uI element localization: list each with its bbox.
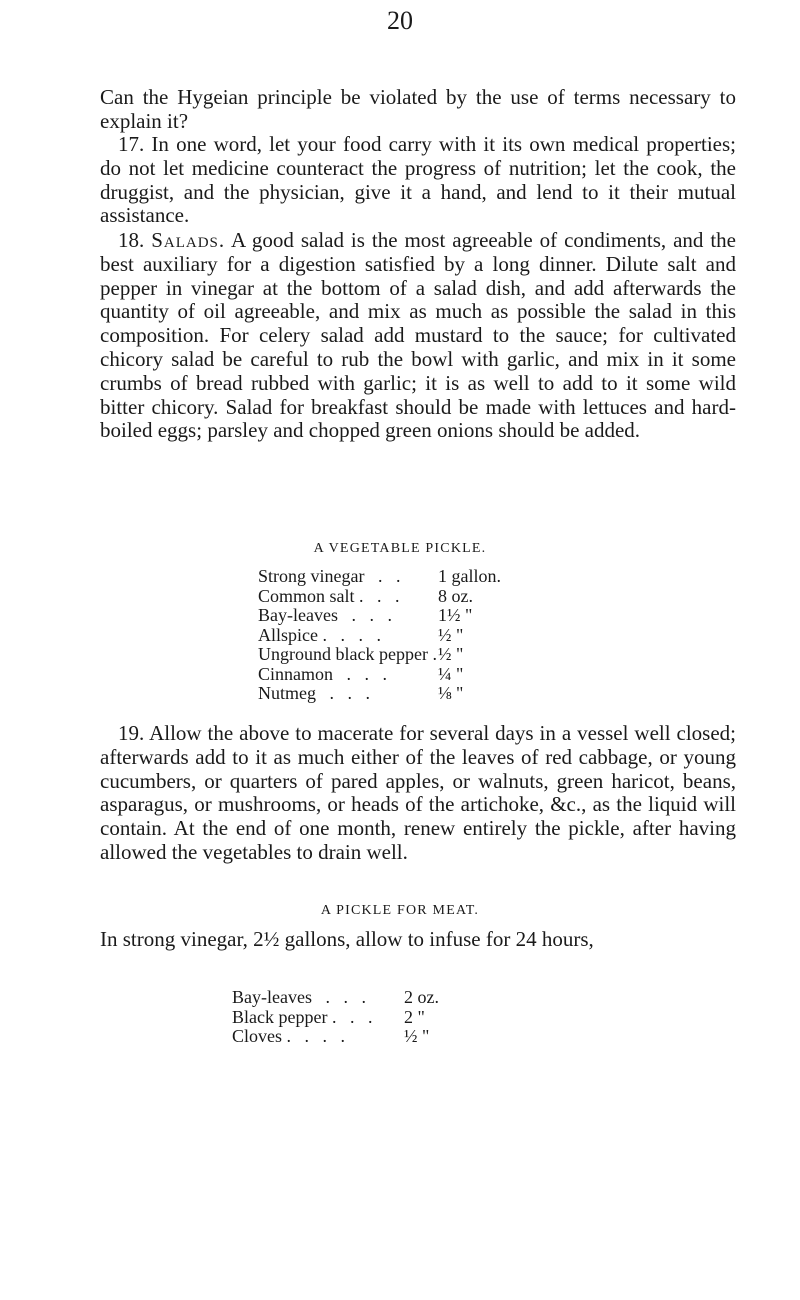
ingredient-row	[232, 1027, 439, 1047]
paragraph-18-text: A good salad is the most agreeable of condiments, and the best auxiliary for a digestion satisfied by a long dinner. Dilute salt and pepper in vinegar at the bottom of a salad dish, and add afterwards the quantity of oil agreeable, and mix as much as possible the salad in this composition. For celery salad add mustard to the sauce; for cultivated chicory salad be careful to rub the bowl with garlic, and mix in it some crumbs of bread rubbed with garlic; it is as well to add to it some wild bitter chicory. Salad for breakfast should be made with lettuces and hard-boiled eggs; parsley and chopped green onions should be added.	[100, 228, 737, 443]
paragraph-19-text: Allow the above to macerate for several days in a vessel well closed; afterwards add to it as much either of the leaves of red cabbage, or young cucumbers, or quarters of pared apples, or walnuts, green haricot, beans, asparagus, or mushrooms, or heads of the artichoke, &c., as the liquid will contain. At the end of one month, renew entirely the pickle, after having allowed the vegetables to drain well.	[100, 721, 736, 864]
ingredient-row	[258, 665, 501, 685]
ingredient-quantity: 2 "	[404, 1006, 425, 1027]
ingredient-row	[232, 988, 439, 1008]
ingredient-name: Bay-leaves . . .	[258, 605, 392, 625]
ingredient-row	[258, 606, 501, 626]
ingredient-row	[258, 626, 501, 646]
ingredient-quantity: 1½ "	[438, 605, 473, 625]
ingredient-quantity: ⅛ "	[438, 683, 464, 703]
meat-pickle-heading: A PICKLE FOR MEAT.	[320, 903, 480, 918]
ingredient-quantity: ½ "	[438, 624, 464, 645]
ingredient-name: Common salt . . .	[258, 585, 400, 606]
ingredient-name: Black pepper . . .	[232, 1006, 373, 1027]
ingredient-name: Bay-leaves . . .	[232, 987, 366, 1007]
vegetable-pickle-list	[258, 567, 501, 704]
meat-pickle-list	[232, 988, 439, 1047]
ingredient-row	[258, 645, 501, 665]
meat-pickle-instruction: In strong vinegar, 2½ gallons, allow to infuse for 24 hours,	[100, 927, 594, 951]
ingredient-row	[258, 684, 501, 704]
ingredient-quantity: ¼ "	[438, 663, 464, 684]
paragraph-18	[100, 229, 736, 443]
ingredient-name: Allspice . . . .	[258, 624, 381, 645]
intro-paragraph: Can the Hygeian principle be violated by the use of terms necessary to explain it?	[100, 85, 736, 133]
page-number: 20	[387, 6, 413, 35]
salads-title: Salads.	[151, 228, 226, 252]
paragraph-19-number: 19.	[118, 721, 145, 745]
ingredient-row	[232, 1008, 439, 1028]
ingredient-quantity: ½ "	[438, 644, 464, 664]
paragraph-18-number: 18.	[118, 228, 145, 252]
paragraph-17	[100, 133, 736, 228]
paragraph-19	[100, 722, 736, 865]
ingredient-name: Cloves . . . .	[232, 1026, 346, 1046]
ingredient-name: Nutmeg . . .	[258, 683, 370, 703]
ingredient-quantity: 1 gallon.	[438, 566, 501, 586]
ingredient-name: Cinnamon . . .	[258, 663, 387, 684]
ingredient-row	[258, 587, 501, 607]
ingredient-quantity: 8 oz.	[438, 585, 473, 606]
ingredient-row	[258, 567, 501, 587]
ingredient-quantity: ½ "	[404, 1026, 430, 1046]
ingredient-quantity: 2 oz.	[404, 987, 439, 1007]
ingredient-name: Unground black pepper .	[258, 644, 437, 664]
vegetable-pickle-heading: A VEGETABLE PICKLE.	[313, 541, 487, 556]
paragraph-17-text: In one word, let your food carry with it its own medical properties; do not let medicine counteract the progress of nutrition; let the cook, the druggist, and the physician, give it a hand, and lend to it their mutual assistance.	[100, 132, 737, 228]
paragraph-17-number: 17.	[118, 132, 145, 156]
ingredient-name: Strong vinegar . .	[258, 566, 401, 586]
